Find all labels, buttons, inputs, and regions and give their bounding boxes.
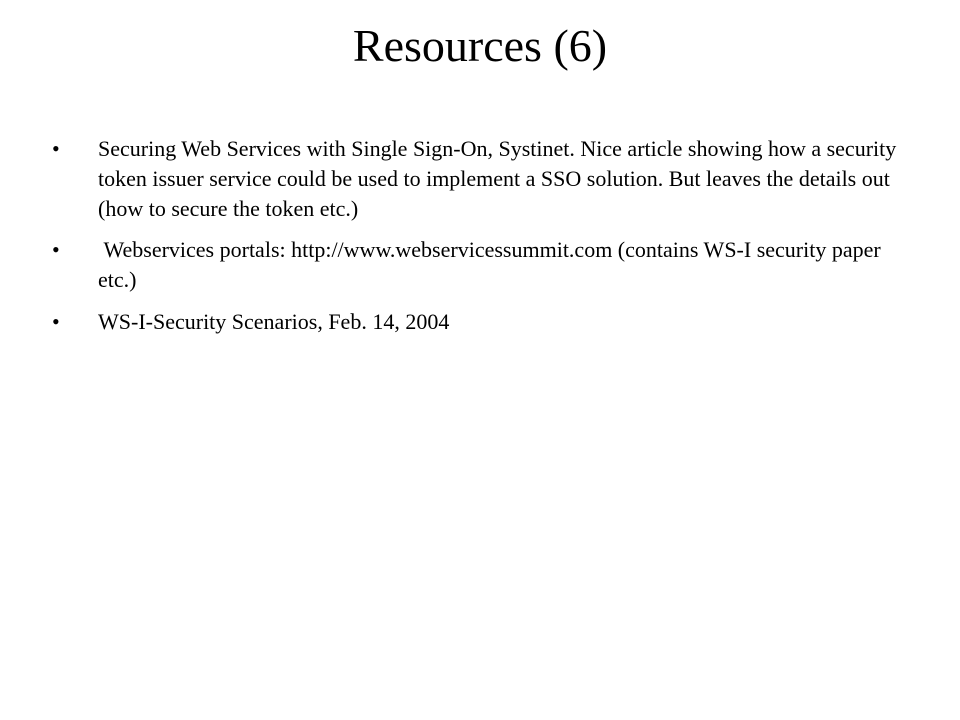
- resource-text: WS-I-Security Scenarios, Feb. 14, 2004: [98, 309, 450, 334]
- resource-text: Webservices portals: http://www.webservicessummit.com (contains WS-I security paper etc.): [98, 237, 887, 292]
- resource-text: Securing Web Services with Single Sign-On, Systinet. Nice article showing how a security token issuer service could be used to implement a SSO solution. But leaves the details out (how to secure the token etc.): [98, 136, 902, 221]
- bullet-icon: •: [52, 309, 60, 334]
- slide-title: Resources (6): [352, 20, 608, 71]
- bullet-icon: •: [52, 136, 60, 161]
- bullet-icon: •: [52, 237, 60, 262]
